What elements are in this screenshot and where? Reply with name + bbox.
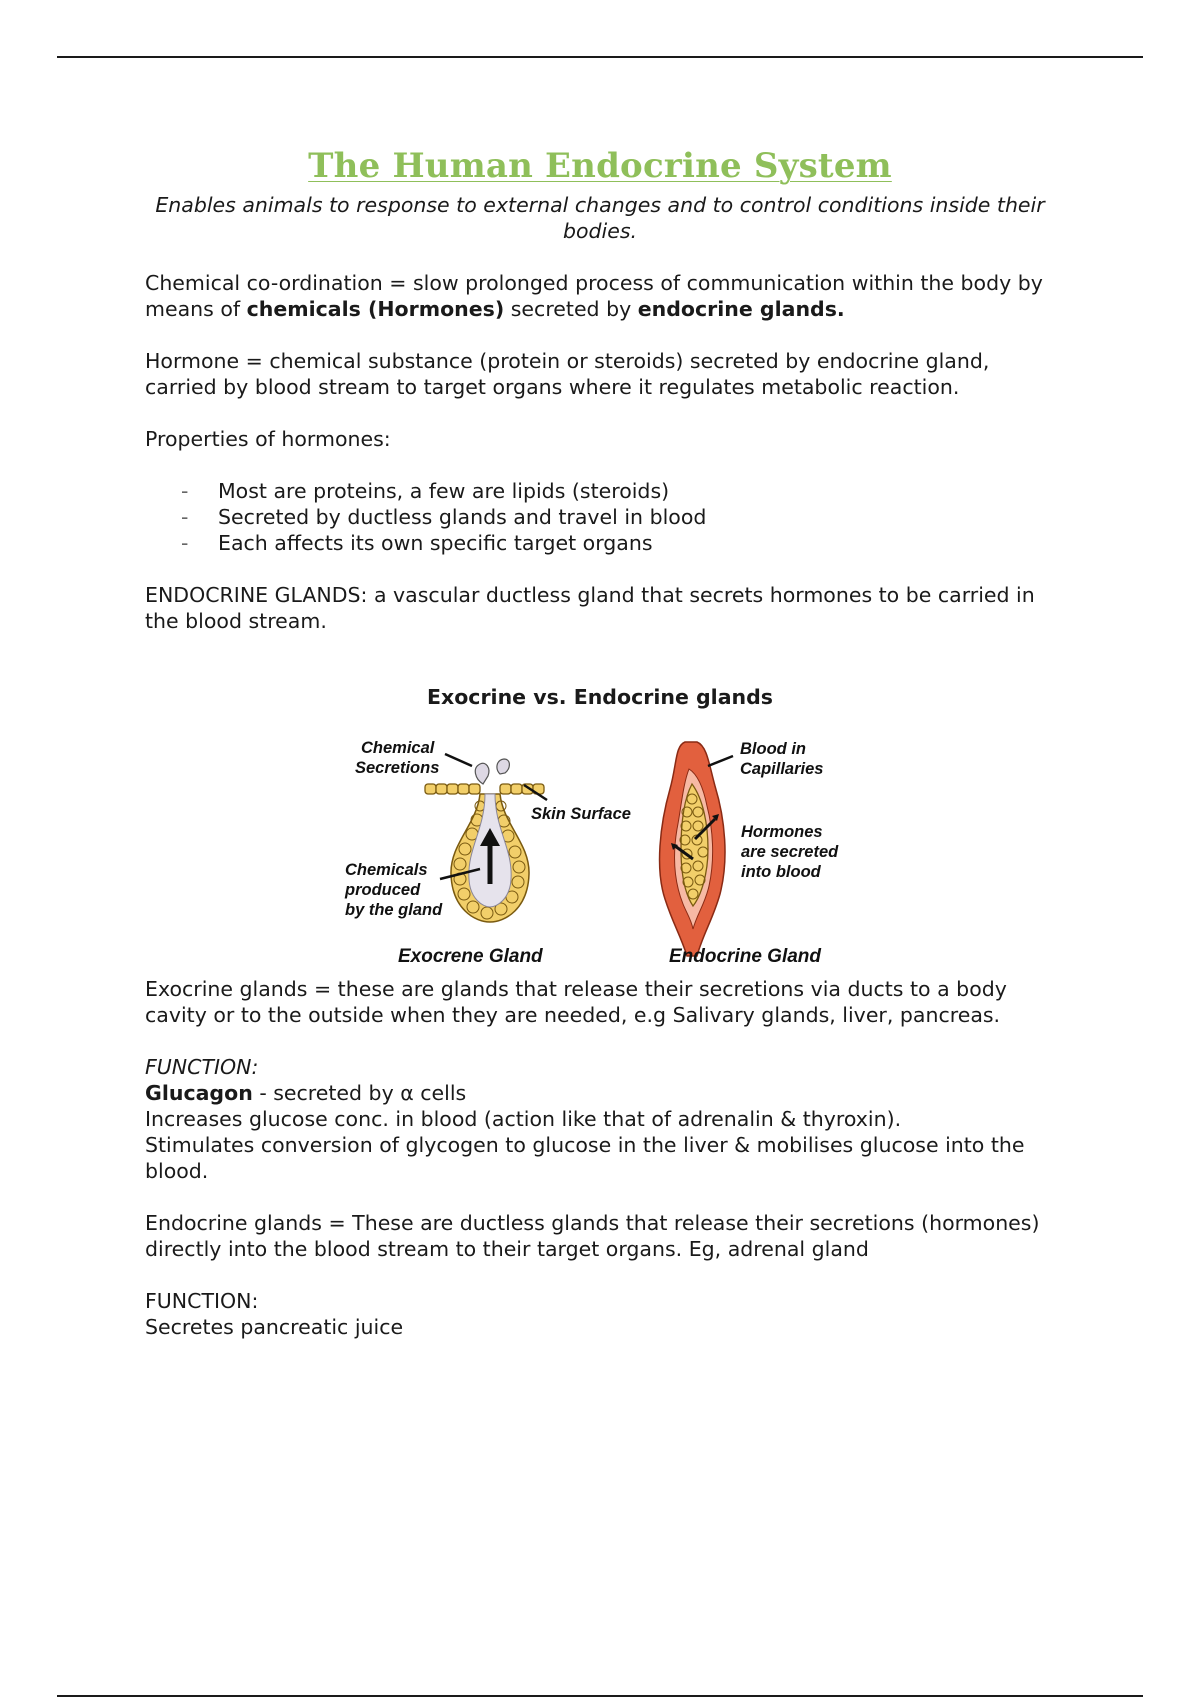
label-line: into blood xyxy=(741,863,821,881)
caption-endocrine-gland: Endocrine Gland xyxy=(669,946,822,967)
label-skin-surface: Skin Surface xyxy=(531,805,631,823)
list-item-text: Each affects its own specific target organs xyxy=(218,531,653,555)
list-item xyxy=(145,530,1055,556)
properties-heading: Properties of hormones: xyxy=(145,427,391,451)
label-line: Blood in xyxy=(740,740,806,758)
label-line: Chemical xyxy=(361,739,435,757)
list-item-text: Secreted by ductless glands and travel in blood xyxy=(218,505,707,529)
chemical-coordination-text: Chemical co-ordination = slow prolonged process of communication within the body by means of xyxy=(145,271,1043,321)
label-line: Hormones xyxy=(741,823,823,841)
endocrine-glands-bold: endocrine glands. xyxy=(637,297,845,321)
bullet-dash: - xyxy=(181,479,189,503)
label-chemicals-produced xyxy=(345,860,442,920)
endocrine-gland-drawing xyxy=(660,742,733,956)
label-blood-capillaries xyxy=(740,739,823,779)
label-line: by the gland xyxy=(345,901,443,919)
bullet-dash: - xyxy=(181,505,189,529)
bottom-rule xyxy=(57,1695,1143,1697)
properties-list xyxy=(145,478,1055,556)
label-hormones-secreted xyxy=(741,822,838,882)
list-item-text: Most are proteins, a few are lipids (steroids) xyxy=(218,479,670,503)
figure-heading: Exocrine vs. Endocrine glands xyxy=(426,685,773,709)
glucagon-conversion-line: Stimulates conversion of glycogen to glucose in the liver & mobilises glucose into the blood. xyxy=(145,1133,1025,1183)
endocrine-glands-definition: ENDOCRINE GLANDS: a vascular ductless gland that secrets hormones to be carried in the blood stream. xyxy=(145,583,1035,633)
function-heading-1: FUNCTION: xyxy=(145,1055,259,1079)
label-line: Chemicals xyxy=(345,861,428,879)
list-item xyxy=(145,478,1055,504)
label-line: Capillaries xyxy=(740,760,824,778)
gland-comparison-figure xyxy=(315,724,885,974)
page-title: The Human Endocrine System xyxy=(308,146,892,186)
chemical-coordination-middle: secreted by xyxy=(504,297,638,321)
chemical-coordination-paragraph xyxy=(145,270,1055,322)
exocrine-gland-drawing xyxy=(425,754,547,922)
function-text-2: Secretes pancreatic juice xyxy=(145,1315,404,1339)
caption-exocrine-gland: Exocrene Gland xyxy=(398,946,543,967)
glucagon-rest: - secreted by α cells xyxy=(252,1081,467,1105)
document-body xyxy=(145,140,1055,1340)
hormone-definition: Hormone = chemical substance (protein or steroids) secreted by endocrine gland, carried by blood stream to target organs where it regulates metabolic reaction. xyxy=(145,349,990,399)
list-item xyxy=(145,504,1055,530)
top-rule xyxy=(57,56,1143,58)
label-chemical-secretions xyxy=(355,738,439,778)
bullet-dash: - xyxy=(181,531,189,555)
endocrine-definition: Endocrine glands = These are ductless glands that release their secretions (hormones) directly into the blood stream to their target organs. Eg, adrenal gland xyxy=(145,1211,1040,1261)
exocrine-definition: Exocrine glands = these are glands that release their secretions via ducts to a body cavity or to the outside when they are needed, e.g Salivary glands, liver, pancreas. xyxy=(145,977,1007,1027)
label-line: are secreted xyxy=(741,843,839,861)
label-line: produced xyxy=(345,881,421,899)
glucagon-line xyxy=(145,1080,1055,1106)
chemicals-hormones-bold: chemicals (Hormones) xyxy=(246,297,505,321)
glucagon-effect-line: Increases glucose conc. in blood (action like that of adrenalin & thyroxin). xyxy=(145,1107,902,1131)
function-heading-2: FUNCTION: xyxy=(145,1289,259,1313)
label-line: Secretions xyxy=(355,759,440,777)
glucagon-bold: Glucagon xyxy=(145,1081,253,1105)
page-subtitle: Enables animals to response to external changes and to control conditions inside their bodies. xyxy=(155,193,1045,243)
